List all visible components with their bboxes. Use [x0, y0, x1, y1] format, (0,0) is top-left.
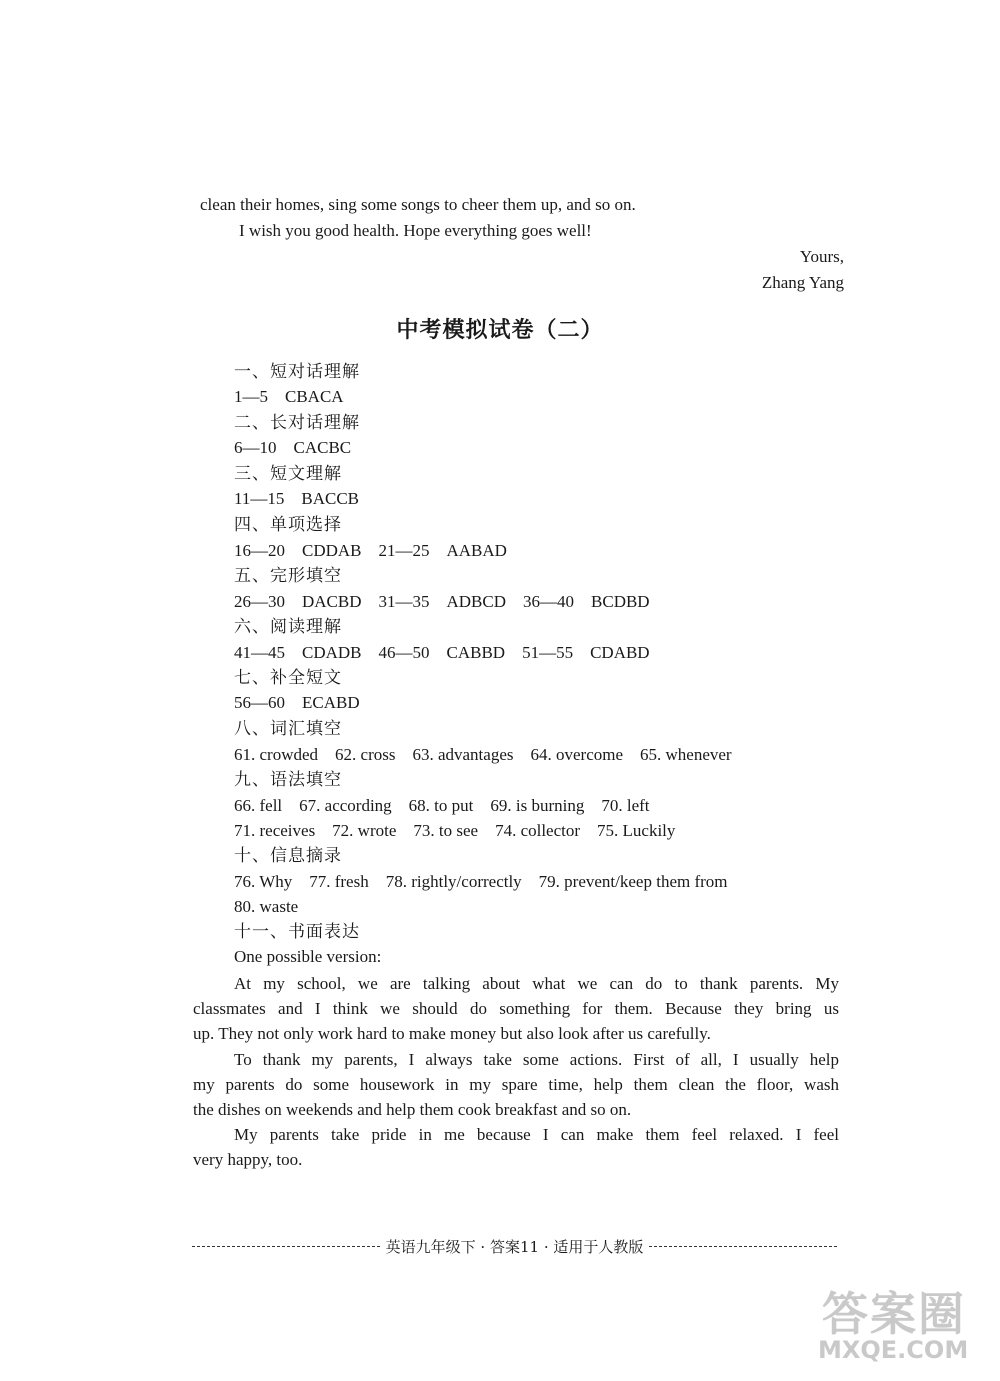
essay-line: up. They not only work hard to make money but also look after us carefully.: [193, 1024, 711, 1043]
section-answers: 16—20 CDDAB 21—25 AABAD: [234, 541, 507, 560]
letter-signature: Zhang Yang: [761, 273, 844, 292]
letter-line-2: I wish you good health. Hope everything goes well!: [239, 221, 592, 240]
section-answers: 11—15 BACCB: [234, 489, 360, 508]
letter-line-1: clean their homes, sing some songs to cheer them up, and so on.: [200, 195, 636, 214]
section-heading: 一、短对话理解: [234, 362, 360, 382]
essay-line: My parents take pride in me because I can make them feel relaxed. I feel: [234, 1125, 839, 1144]
section-heading: 七、补全短文: [234, 668, 342, 688]
essay-line: At my school, we are talking about what we can do to thank parents. My: [234, 974, 839, 993]
footer-text: 英语九年级下 · 答案11 · 适用于人教版: [385, 1237, 644, 1256]
section-heading: 四、单项选择: [234, 515, 342, 535]
section-answers: 66. fell 67. according 68. to put 69. is burning 70. left: [234, 796, 650, 815]
essay-line: very happy, too.: [193, 1150, 303, 1169]
watermark-logo: [812, 1278, 987, 1370]
section-heading: 六、阅读理解: [234, 617, 342, 637]
section-heading: 三、短文理解: [234, 464, 342, 484]
exam-title: 中考模拟试卷（二）: [396, 318, 604, 343]
section-heading: 十一、书面表达: [234, 922, 360, 942]
letter-closing: Yours,: [799, 247, 844, 266]
watermark-logo-text: 答案圈: [822, 1287, 966, 1341]
essay-line: my parents do some housework in my spare time, help them clean the floor, wash: [193, 1075, 839, 1094]
section-answers: 6—10 CACBC: [234, 438, 352, 457]
essay-line: classmates and I think we should do something for them. Because they bring us: [193, 999, 839, 1018]
essay-intro: One possible version:: [234, 947, 382, 966]
section-heading: 九、语法填空: [234, 770, 342, 790]
section-answers: 1—5 CBACA: [234, 387, 344, 406]
watermark-url: MXQE.COM: [818, 1336, 969, 1364]
section-heading: 五、完形填空: [234, 566, 342, 586]
section-answers: 26—30 DACBD 31—35 ADBCD 36—40 BCDBD: [234, 592, 650, 611]
section-answers: 56—60 ECABD: [234, 693, 360, 712]
essay-line: To thank my parents, I always take some actions. First of all, I usually help: [234, 1050, 839, 1069]
section-heading: 八、词汇填空: [234, 719, 342, 739]
section-answers: 76. Why 77. fresh 78. rightly/correctly 79. prevent/keep them from: [234, 872, 728, 891]
section-answers: 80. waste: [234, 897, 299, 916]
section-heading: 二、长对话理解: [234, 413, 360, 433]
section-heading: 十、信息摘录: [234, 846, 342, 866]
section-answers: 71. receives 72. wrote 73. to see 74. collector 75. Luckily: [234, 821, 676, 840]
footer-divider-right: [649, 1246, 837, 1247]
section-answers: 61. crowded 62. cross 63. advantages 64. overcome 65. whenever: [234, 745, 732, 764]
section-answers: 41—45 CDADB 46—50 CABBD 51—55 CDABD: [234, 643, 650, 662]
footer-divider-left: [192, 1246, 380, 1247]
essay-line: the dishes on weekends and help them cook breakfast and so on.: [193, 1100, 632, 1119]
page-footer: [192, 1236, 837, 1256]
